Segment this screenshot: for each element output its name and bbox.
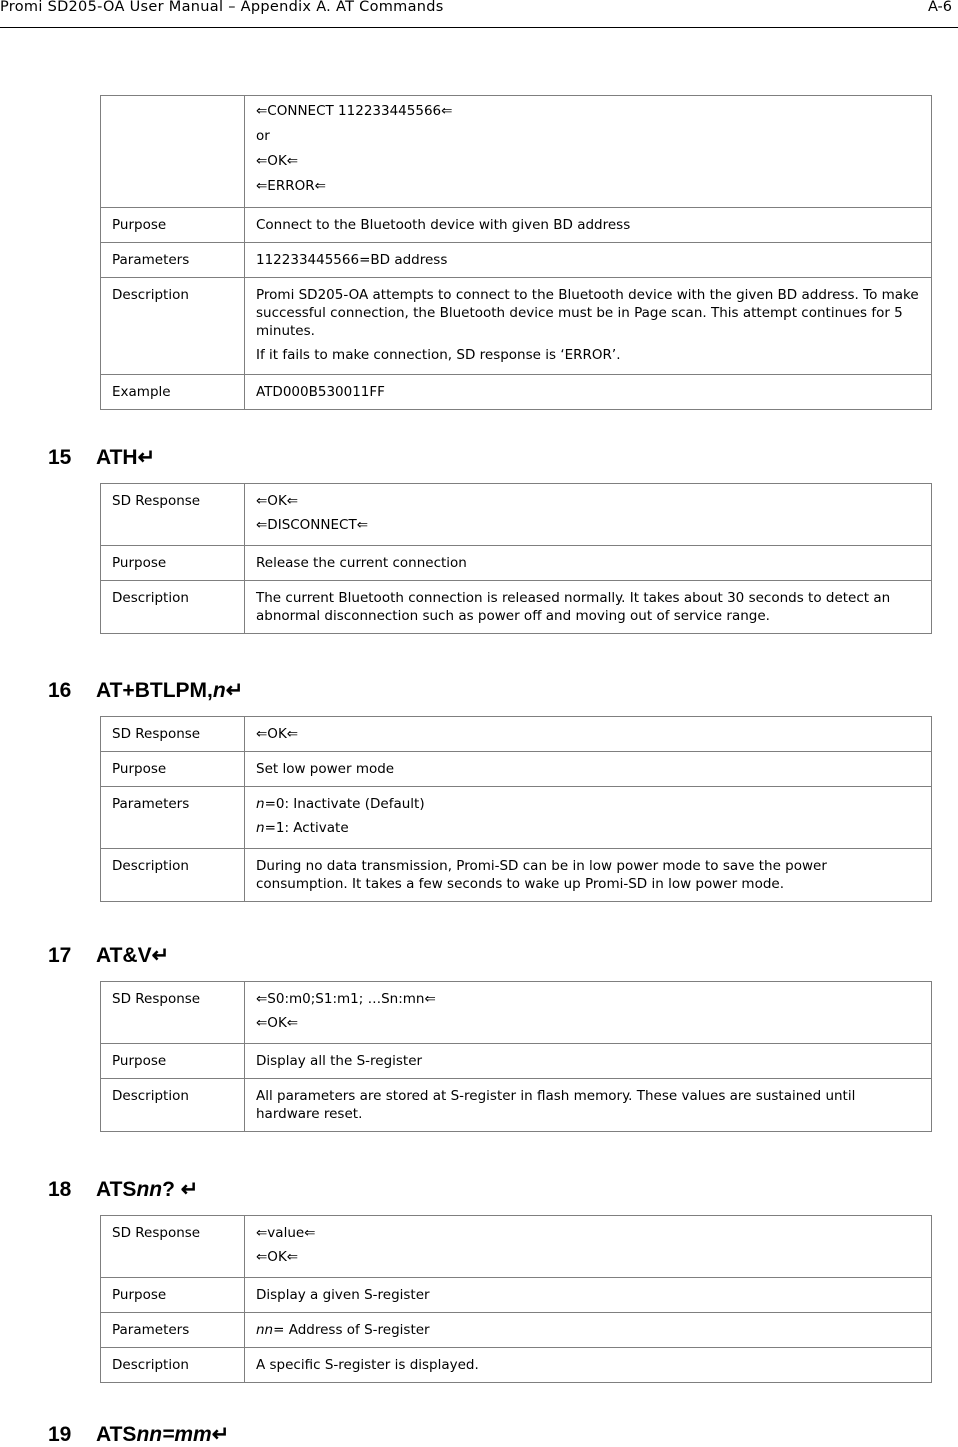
section-heading-18 [48,1177,198,1202]
row-value [245,982,932,1044]
section-title: AT&V [96,944,152,967]
row-value: All parameters are stored at S-register in flash memory. These values are sustained until hardware reset. [245,1079,932,1132]
row-value: The current Bluetooth connection is released normally. It takes about 30 seconds to detect an abnormal disconnection such as power off and moving out of service range. [245,581,932,634]
row-value: Display a given S-register [245,1278,932,1313]
description-text: Promi SD205-OA attempts to connect to the Bluetooth device with the given BD address. To make successful connection, the Bluetooth device must be in Page scan. This attempt continues for 5 minutes. [256,287,919,339]
atv-command-table [100,981,932,1132]
section-heading-19 [48,1422,229,1447]
section-heading-16 [48,678,243,703]
section-number: 18 [48,1178,72,1201]
row-value [245,1216,932,1278]
row-value: ATD000B530011FF [245,375,932,410]
response-line: ⇐value⇐ [256,1225,316,1241]
row-label: Purpose [101,546,245,581]
table-row [101,849,932,902]
return-arrow-icon: ↵ [180,1178,199,1201]
row-value [245,787,932,849]
section-title-tail: ? [162,1178,181,1201]
row-label: Description [101,581,245,634]
response-line: ⇐OK⇐ [256,493,299,509]
parameter-variable: n [256,796,265,812]
table-row [101,1216,932,1278]
parameter-variable: nn [256,1322,274,1338]
row-label: Purpose [101,1044,245,1079]
table-row [101,982,932,1044]
response-line: ⇐OK⇐ [256,153,299,169]
table-row [101,1278,932,1313]
table-row [101,1313,932,1348]
table-row [101,787,932,849]
parameter-line [256,792,920,816]
parameter-text: =0: Inactivate (Default) [264,796,425,812]
table-cell [101,96,245,208]
table-row [101,546,932,581]
table-row [101,1044,932,1079]
return-arrow-icon: ↵ [211,1423,230,1446]
row-label: Purpose [101,208,245,243]
page-number: A-6 [927,0,952,15]
section-heading-15 [48,445,155,470]
row-value [245,1313,932,1348]
table-row [101,1348,932,1383]
row-value: Release the current connection [245,546,932,581]
return-arrow-icon: ↵ [137,446,156,469]
page-header [0,0,958,28]
header-title: Promi SD205-OA User Manual – Appendix A. AT Commands [0,0,444,15]
parameter-text: = Address of S-register [273,1322,430,1338]
response-line: ⇐CONNECT 112233445566⇐ [256,103,453,119]
table-row [101,752,932,787]
row-value: Connect to the Bluetooth device with given BD address [245,208,932,243]
atsnn-command-table [100,1215,932,1383]
row-label: Description [101,1079,245,1132]
row-value [245,278,932,375]
row-label: Parameters [101,1313,245,1348]
section-number: 19 [48,1423,72,1446]
section-title: ATS [96,1423,137,1446]
return-arrow-icon: ↵ [151,944,170,967]
btlpm-command-table [100,716,932,902]
section-title-variable: nn=mm [136,1423,212,1446]
row-value: Set low power mode [245,752,932,787]
response-line: ⇐S0:m0;S1:m1; …Sn:mn⇐ [256,991,436,1007]
row-label: Purpose [101,1278,245,1313]
row-label: Parameters [101,787,245,849]
row-value: 112233445566=BD address [245,243,932,278]
row-value: ⇐OK⇐ [245,717,932,752]
row-label: SD Response [101,717,245,752]
section-title-variable: nn [136,1178,163,1201]
table-row [101,581,932,634]
parameter-text: =1: Activate [264,820,349,836]
response-line: ⇐DISCONNECT⇐ [256,517,369,533]
table-row [101,375,932,410]
parameter-line [256,816,920,840]
row-label: Description [101,1348,245,1383]
table-row [101,243,932,278]
row-label: Description [101,278,245,375]
row-label: SD Response [101,982,245,1044]
table-row [101,717,932,752]
response-line: ⇐OK⇐ [256,1015,299,1031]
row-value: A specific S-register is displayed. [245,1348,932,1383]
table-row [101,1079,932,1132]
response-line: or [256,128,270,144]
row-label: Description [101,849,245,902]
row-value: During no data transmission, Promi-SD can be in low power mode to save the power consumption. It takes a few seconds to wake up Promi-SD in low power mode. [245,849,932,902]
section-number: 15 [48,446,72,469]
table-row [101,484,932,546]
atd-command-table [100,95,932,410]
return-arrow-icon: ↵ [225,679,244,702]
row-label: SD Response [101,484,245,546]
row-value [245,484,932,546]
section-number: 17 [48,944,72,967]
parameter-variable: n [256,820,265,836]
section-title: AT+BTLPM, [96,679,213,702]
row-label: Purpose [101,752,245,787]
table-cell [245,96,932,208]
row-label: Example [101,375,245,410]
section-title: ATH [96,446,138,469]
row-value: Display all the S-register [245,1044,932,1079]
ath-command-table [100,483,932,634]
section-title-variable: n [212,679,226,702]
section-number: 16 [48,679,72,702]
row-label: Parameters [101,243,245,278]
table-row [101,208,932,243]
section-title: ATS [96,1178,137,1201]
description-text: If it fails to make connection, SD response is ‘ERROR’. [256,347,621,363]
table-row [101,96,932,208]
section-heading-17 [48,943,169,968]
row-label: SD Response [101,1216,245,1278]
table-row [101,278,932,375]
response-line: ⇐OK⇐ [256,1249,299,1265]
response-line: ⇐ERROR⇐ [256,178,326,194]
